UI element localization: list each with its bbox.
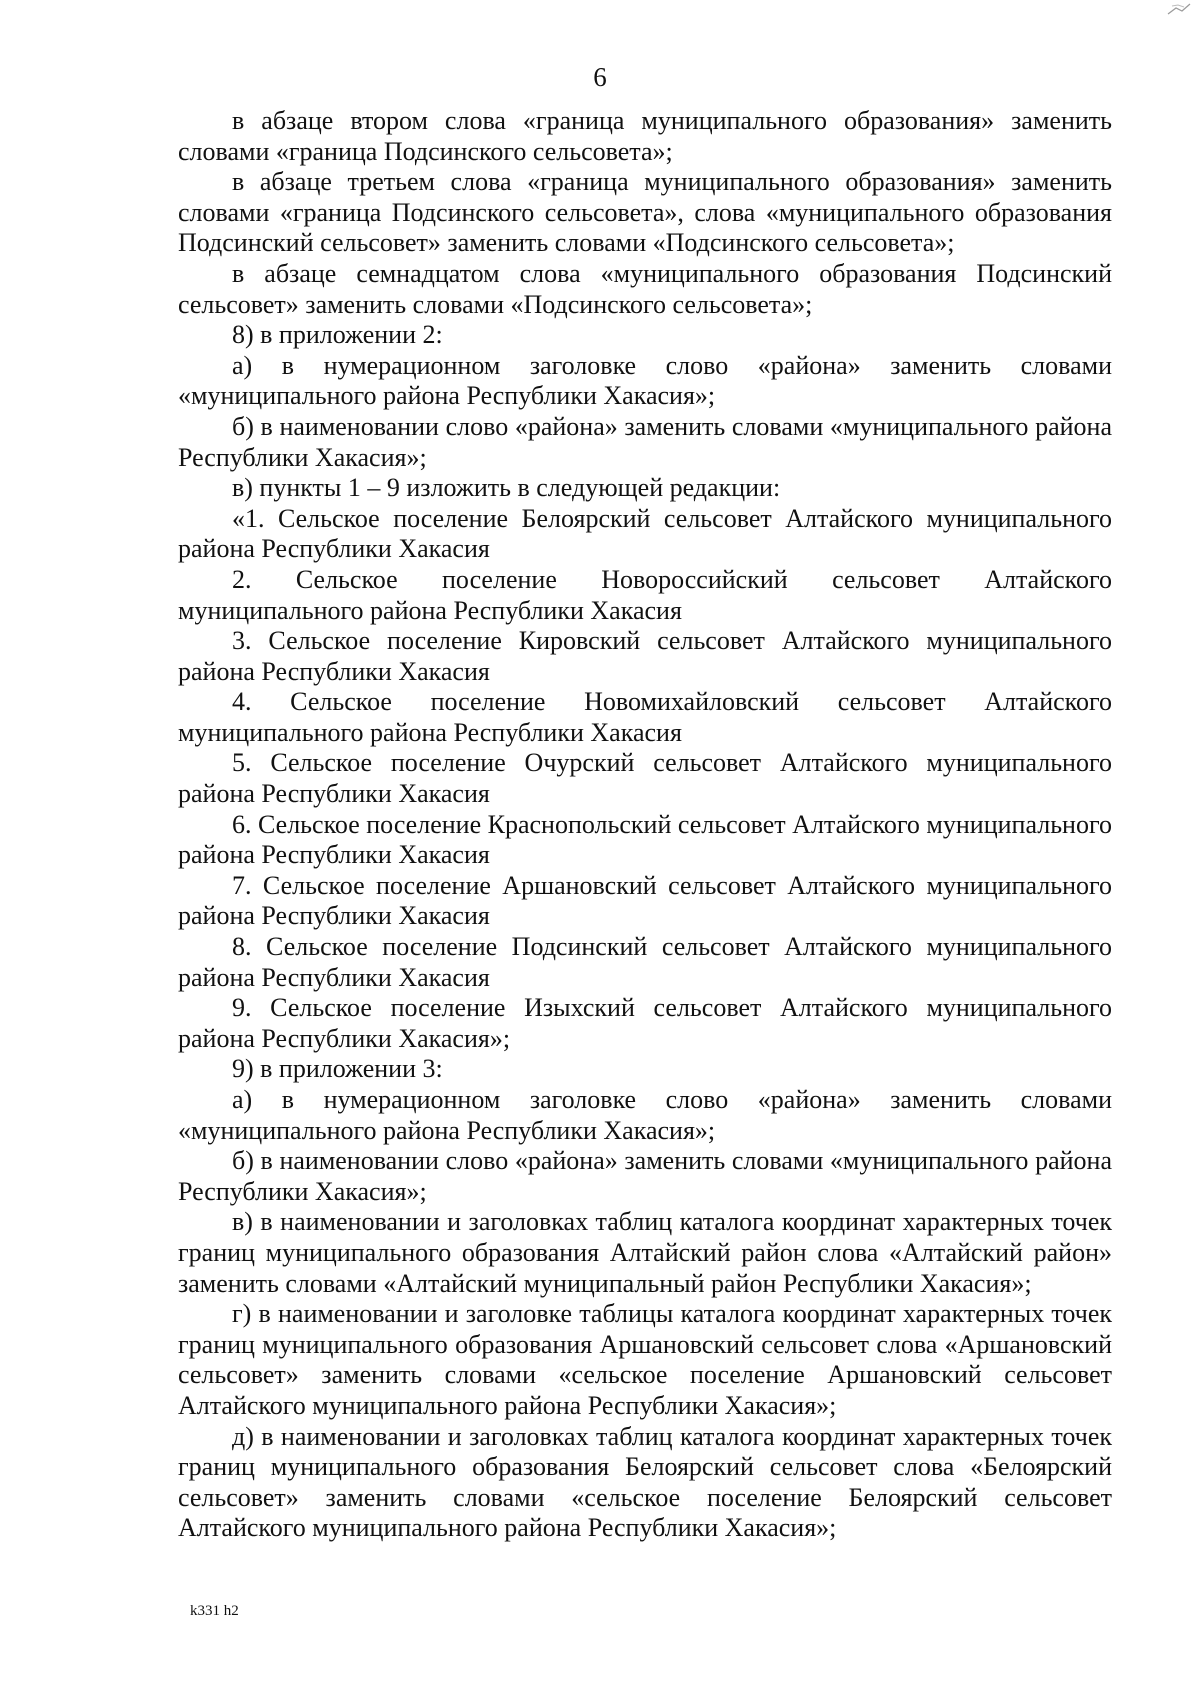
paragraph: 2. Сельское поселение Новороссийский сельсовет Алтайского муниципального района Республики Хакасия	[178, 564, 1112, 625]
paragraph: 3. Сельское поселение Кировский сельсовет Алтайского муниципального района Республики Хакасия	[178, 626, 1112, 686]
paragraph: «1. Сельское поселение Белоярский сельсовет Алтайского муниципального района Республики Хакасия	[178, 503, 1112, 564]
footer-code: k331 h2	[190, 1603, 239, 1619]
paragraph: б) в наименовании слово «района» заменить словами «муниципального района Республики Хакасия»;	[178, 1146, 1112, 1206]
paragraph: в абзаце семнадцатом слова «муниципального образования Подсинский сельсовет» заменить словами «Подсинского сельсовета»;	[178, 258, 1112, 319]
paragraph: б) в наименовании слово «района» заменить словами «муниципального района Республики Хакасия»;	[178, 411, 1112, 472]
paragraph: 4. Сельское поселение Новомихайловский сельсовет Алтайского муниципального района Республики Хакасия	[178, 687, 1112, 747]
paragraph: 6. Сельское поселение Краснопольский сельсовет Алтайского муниципального района Республики Хакасия	[178, 809, 1112, 870]
paragraph: д) в наименовании и заголовках таблиц каталога координат характерных точек границ муниципального образования Белоярский сельсовет слова «Белоярский сельсовет» заменить словами «сельское поселение Белоярский сельсовет Алтайского муниципального района Республики Хакасия»;	[178, 1421, 1112, 1543]
paragraph: 7. Сельское поселение Аршановский сельсовет Алтайского муниципального района Республики Хакасия	[178, 870, 1112, 931]
paragraph: а) в нумерационном заголовке слово «района» заменить словами «муниципального района Республики Хакасия»;	[178, 1085, 1112, 1145]
paragraph: в) пункты 1 – 9 изложить в следующей редакции:	[232, 473, 781, 503]
paragraph: 9) в приложении 3:	[232, 1054, 443, 1084]
page-number: 6	[593, 62, 607, 92]
scan-artifact-icon	[1162, 2, 1196, 16]
paragraph: в абзаце третьем слова «граница муниципального образования» заменить словами «граница Подсинского сельсовета», слова «муниципального образования Подсинский сельсовет» заменить словами «Подсинского сельсовета»;	[178, 167, 1112, 258]
paragraph: 8. Сельское поселение Подсинский сельсовет Алтайского муниципального района Республики Хакасия	[178, 932, 1112, 992]
paragraph: а) в нумерационном заголовке слово «района» заменить словами «муниципального района Республики Хакасия»;	[178, 350, 1112, 411]
document-body	[178, 106, 1112, 1544]
paragraph: 9. Сельское поселение Изыхский сельсовет Алтайского муниципального района Республики Хакасия»;	[178, 993, 1112, 1053]
paragraph: 5. Сельское поселение Очурский сельсовет Алтайского муниципального района Республики Хакасия	[178, 748, 1112, 809]
paragraph: г) в наименовании и заголовке таблицы каталога координат характерных точек границ муниципального образования Аршановский сельсовет слова «Аршановский сельсовет» заменить словами «сельское поселение Аршановский сельсовет Алтайского муниципального района Республики Хакасия»;	[178, 1299, 1112, 1420]
paragraph: в) в наименовании и заголовках таблиц каталога координат характерных точек границ муниципального образования Алтайский район слова «Алтайский район» заменить словами «Алтайский муниципальный район Республики Хакасия»;	[178, 1207, 1112, 1298]
paragraph: 8) в приложении 2:	[232, 320, 443, 350]
paragraph: в абзаце втором слова «граница муниципального образования» заменить словами «граница Подсинского сельсовета»;	[178, 106, 1112, 166]
